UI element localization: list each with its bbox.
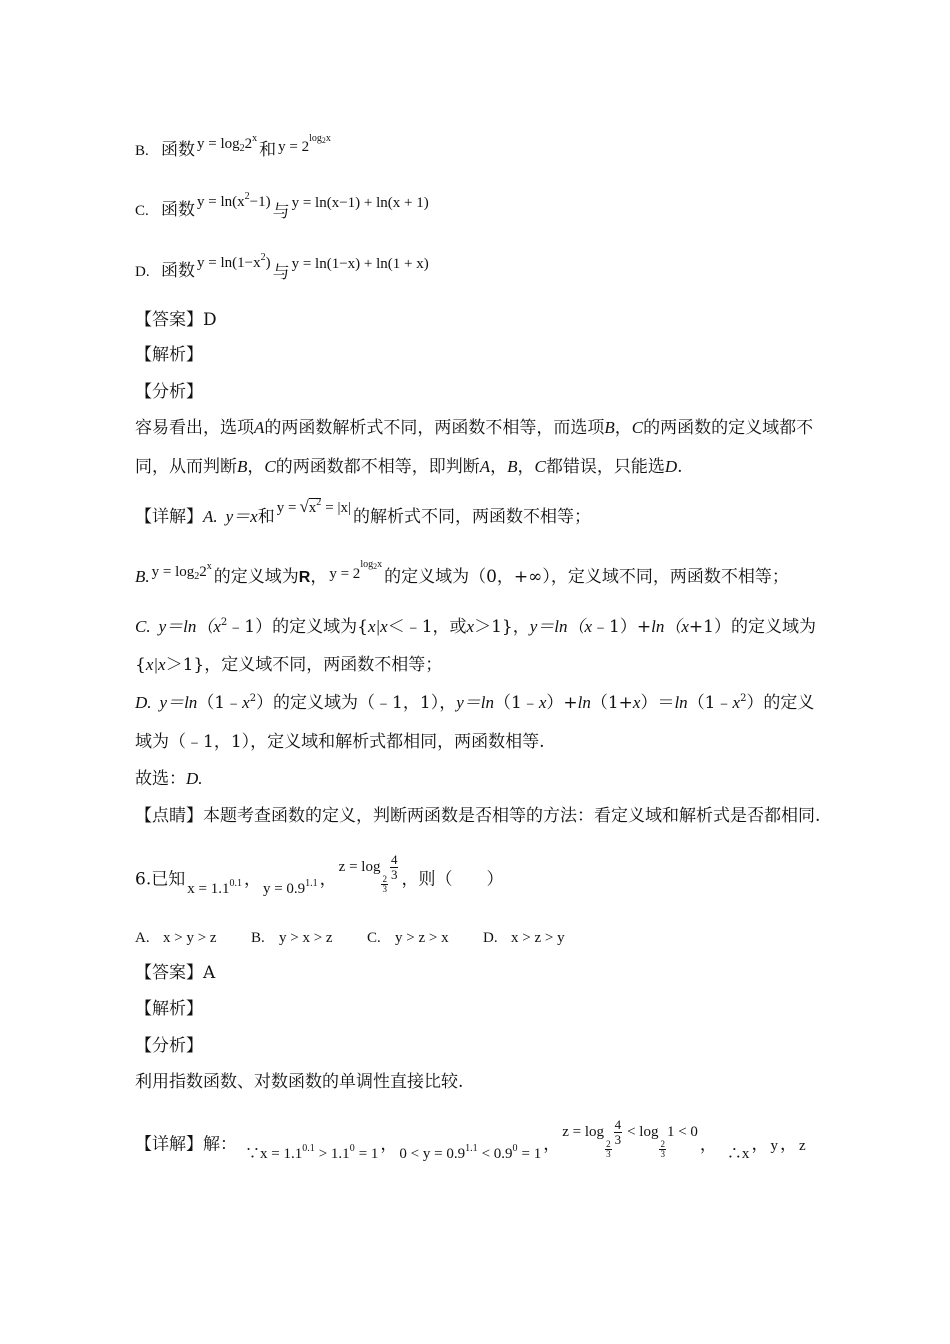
math-text: < 0.9	[481, 1145, 513, 1162]
radicand	[309, 498, 322, 516]
text-run: ，	[319, 869, 337, 890]
superscript: 2	[260, 252, 266, 263]
formula: y＝ln	[456, 693, 494, 712]
math-expression	[151, 561, 212, 582]
variable: B	[604, 418, 615, 437]
q5-pick	[135, 769, 203, 789]
superscript	[360, 559, 382, 570]
variable: x|x	[367, 617, 388, 636]
variable: D.	[186, 769, 203, 788]
q5-jiexi-heading: 【解析】	[135, 345, 203, 365]
q6-answer: 【答案】A	[135, 963, 216, 983]
superscript: 0	[512, 1142, 518, 1154]
math-text: y = 2	[278, 139, 310, 155]
text-run: 的解析式不同，两函数不相等；	[353, 507, 592, 527]
superscript: 1.1	[305, 877, 318, 889]
variable: x|x	[145, 655, 166, 674]
numerator: 2	[382, 873, 387, 884]
math-expression	[197, 133, 258, 154]
math-expression	[187, 877, 242, 897]
text-run: +1）的定义域为	[688, 617, 816, 637]
numerator: 2	[606, 1138, 611, 1149]
variable: B	[237, 457, 248, 476]
math-text: y = ln(x	[197, 194, 245, 210]
q5-analysis-line-1	[135, 418, 813, 438]
subscript: 2	[239, 143, 245, 154]
math-text: −1)	[249, 194, 271, 210]
math-expression	[338, 852, 400, 895]
superscript: 2	[244, 191, 250, 202]
text-run: ）＝	[640, 693, 675, 713]
math-expression	[197, 191, 271, 210]
math-text: log	[309, 133, 322, 144]
variable: B	[507, 457, 518, 476]
q5-comment: 【点睛】本题考查函数的定义，判断两函数是否相等的方法：看定义域和解析式是否都相同.	[135, 806, 821, 826]
text-run: ＞1}，	[474, 617, 530, 637]
choice-math: x > y > z	[163, 930, 217, 946]
subscript: 2	[194, 571, 200, 582]
text-run: ，	[243, 869, 261, 890]
subscript: 2	[321, 136, 326, 145]
math-text: 2	[244, 136, 253, 152]
text-run: ，	[310, 567, 328, 587]
text-run: 故选：	[135, 769, 186, 789]
variable: x	[466, 617, 475, 636]
q5-answer: 【答案】D	[135, 310, 217, 330]
text-run: ）+	[546, 693, 578, 713]
superscript: 1.1	[465, 1142, 478, 1154]
question-number-text: 6.已知	[135, 869, 186, 890]
math-text: )	[265, 255, 271, 271]
q5-analysis-line-2	[135, 457, 683, 477]
text-run: .	[677, 457, 683, 477]
denominator: 3	[390, 866, 398, 882]
text-run: ，	[247, 457, 265, 477]
text-run: {	[135, 655, 146, 675]
text-run: ﹣1）+	[592, 617, 652, 637]
text-run: ，	[490, 457, 508, 477]
text-run: （1﹣	[687, 693, 733, 713]
math-expression	[399, 1142, 542, 1162]
option-label: C.	[135, 203, 149, 219]
superscript: 0	[349, 1142, 355, 1154]
math-expression: ∴x	[726, 1145, 750, 1162]
argument-fraction	[614, 1118, 623, 1146]
choice-label: B.	[251, 930, 265, 946]
math-text: ∵x = 1.1	[245, 1145, 303, 1162]
math-expression: y = ln(x−1) + ln(x + 1)	[291, 195, 429, 211]
numerator: 4	[614, 1117, 622, 1132]
text-run: ，	[779, 1134, 797, 1155]
option-text: 函数	[161, 261, 195, 281]
math-expression	[197, 252, 271, 271]
superscript: 2	[220, 617, 228, 628]
formula: y＝ln	[159, 693, 198, 712]
item-label: D.	[135, 693, 152, 712]
item-label: B.	[135, 567, 150, 586]
real-set-symbol: R	[298, 569, 311, 586]
text-run: ﹣1）的定义域为{	[227, 617, 368, 637]
superscript: 2	[740, 693, 747, 704]
math-text: 1 < 0	[666, 1123, 698, 1140]
math-text: y =	[276, 500, 297, 516]
text-run: 的两函数解析式不同，两函数不相等，而选项	[264, 418, 605, 438]
numerator: 4	[390, 852, 398, 867]
math-text: > 1.1	[318, 1145, 350, 1162]
formula: y＝ln（x	[529, 617, 593, 636]
text-run: 的定义域为	[213, 567, 299, 587]
superscript: x	[252, 133, 258, 144]
formula: ln（x	[651, 617, 689, 636]
superscript: 0.1	[302, 1142, 315, 1154]
choice-math: y > x > z	[279, 930, 333, 946]
radical-sign: √	[299, 497, 309, 516]
connector-text: 和	[259, 140, 277, 160]
q6-fenxi-heading: 【分析】	[135, 1036, 203, 1056]
math-variable: z	[798, 1137, 806, 1154]
q6-analysis: 利用指数函数、对数函数的单调性直接比较.	[135, 1072, 464, 1092]
math-variable: y	[770, 1137, 778, 1154]
math-text: x = 1.1	[187, 880, 230, 897]
math-text: z = log	[562, 1123, 605, 1140]
variable: x	[732, 693, 741, 712]
math-expression	[262, 877, 318, 897]
denominator: 3	[614, 1131, 622, 1147]
math-text: = 1	[358, 1145, 379, 1162]
q6-options	[135, 927, 599, 948]
q6-jiexi-heading: 【解析】	[135, 999, 203, 1019]
argument-fraction	[390, 853, 399, 881]
choice-c	[367, 927, 483, 948]
text-run: ，	[699, 1134, 717, 1155]
math-expression	[329, 559, 383, 582]
variable: C	[534, 457, 546, 476]
choice-d	[483, 927, 599, 948]
option-label: B.	[135, 143, 149, 159]
numerator: 2	[660, 1138, 665, 1149]
superscript: 2	[316, 497, 322, 508]
formula: y＝ln（x	[158, 617, 221, 636]
variable: x	[632, 693, 641, 712]
choice-label: D.	[483, 930, 498, 946]
math-text: = |x|	[325, 500, 352, 516]
text-run: ，	[614, 418, 632, 438]
denominator: 3	[660, 1149, 665, 1160]
math-expression	[276, 497, 352, 516]
text-run: 同，从而判断	[135, 457, 237, 477]
math-text: log	[360, 559, 374, 570]
variable: x	[538, 693, 547, 712]
choice-label: C.	[367, 930, 381, 946]
choice-math: x > z > y	[511, 930, 565, 946]
math-text: x	[325, 133, 331, 144]
q6-stem	[135, 852, 504, 908]
q5-detail-d-line-2: 域为（﹣1，1），定义域和解析式都相同，两函数相等.	[135, 732, 545, 752]
option-text: 函数	[161, 200, 195, 220]
q5-detail-b	[135, 559, 789, 588]
subscript: 2	[373, 562, 378, 571]
math-text: y = 2	[329, 566, 361, 582]
math-text: y = 0.9	[262, 880, 306, 897]
math-text: = 1	[521, 1145, 542, 1162]
option-text: 函数	[161, 140, 195, 160]
formula: y＝x	[225, 507, 258, 526]
formula: ln	[577, 693, 591, 712]
text-run: 的定义域为（0，+∞），定义域不同，两函数不相等；	[384, 567, 789, 587]
variable: C	[631, 418, 644, 437]
text-run: （1﹣	[197, 693, 243, 713]
math-expression	[245, 1142, 379, 1162]
q5-detail-a	[135, 497, 592, 528]
superscript: 0.1	[229, 877, 242, 889]
math-text: y = log	[151, 564, 195, 580]
formula: ln	[674, 693, 688, 712]
item-label: C.	[135, 617, 151, 636]
text-run: （1+	[590, 693, 633, 713]
log-base-fraction	[381, 875, 388, 895]
detail-heading: 【详解】	[135, 507, 203, 527]
connector-text: 与	[272, 202, 290, 222]
connector-text: 和	[257, 507, 275, 527]
variable: C	[264, 457, 276, 476]
text-run: ，	[751, 1134, 769, 1155]
option-label: D.	[135, 264, 150, 280]
variable: A	[254, 418, 265, 437]
math-text: < log	[627, 1123, 659, 1140]
superscript: 2	[249, 693, 257, 704]
option-c	[135, 191, 431, 222]
text-run: ，	[543, 1134, 561, 1155]
option-b	[135, 133, 333, 161]
choice-a	[135, 927, 251, 948]
choice-label: A.	[135, 930, 150, 946]
variable: x	[242, 693, 250, 712]
text-run: ＞1}，定义域不同，两函数不相等；	[165, 655, 443, 675]
detail-heading: 【详解】解：	[135, 1134, 237, 1155]
text-run: （1﹣	[493, 693, 539, 713]
denominator: 3	[606, 1149, 611, 1160]
math-text: 2	[199, 564, 207, 580]
text-run: 都错误，只能选	[545, 457, 665, 477]
q5-detail-d-line-1	[135, 693, 814, 713]
q5-fenxi-heading: 【分析】	[135, 382, 203, 402]
option-d	[135, 252, 431, 283]
superscript: x	[206, 561, 212, 572]
q5-detail-c-line-2	[135, 655, 442, 675]
text-run: ＜﹣1，或	[387, 617, 467, 637]
text-run: ，	[517, 457, 535, 477]
math-text: x	[308, 500, 317, 516]
text-run: 的两函数的定义域都不	[643, 418, 814, 438]
log-base-fraction	[659, 1140, 666, 1160]
math-text: z = log	[338, 858, 381, 875]
q5-detail-c-line-1	[135, 617, 816, 637]
math-text: x	[377, 559, 383, 570]
item-label: A.	[203, 507, 218, 526]
log-base-fraction	[605, 1140, 612, 1160]
text-run: ）的定义域为（﹣1，1），	[256, 693, 457, 713]
connector-text: 与	[272, 263, 290, 283]
math-text: 0 < y = 0.9	[399, 1145, 466, 1162]
math-expression: y = ln(1−x) + ln(1 + x)	[291, 256, 429, 272]
choice-b	[251, 927, 367, 948]
q6-detail	[135, 1117, 808, 1173]
math-expression	[278, 133, 331, 155]
denominator: 3	[382, 884, 387, 895]
math-text: y = log	[197, 136, 240, 152]
text-run: 的两函数都不相等，即判断	[275, 457, 480, 477]
choice-math: y > z > x	[395, 930, 449, 946]
math-expression	[562, 1117, 698, 1160]
variable: D	[664, 457, 678, 476]
text-run: ，	[380, 1134, 398, 1155]
math-text: y = ln(1−x	[197, 255, 261, 271]
text-run: ）的定义	[746, 693, 815, 713]
text-run: 容易看出，选项	[135, 418, 254, 438]
text-run: ，则（ ）	[401, 869, 504, 890]
variable: A	[479, 457, 491, 476]
superscript	[309, 133, 331, 144]
